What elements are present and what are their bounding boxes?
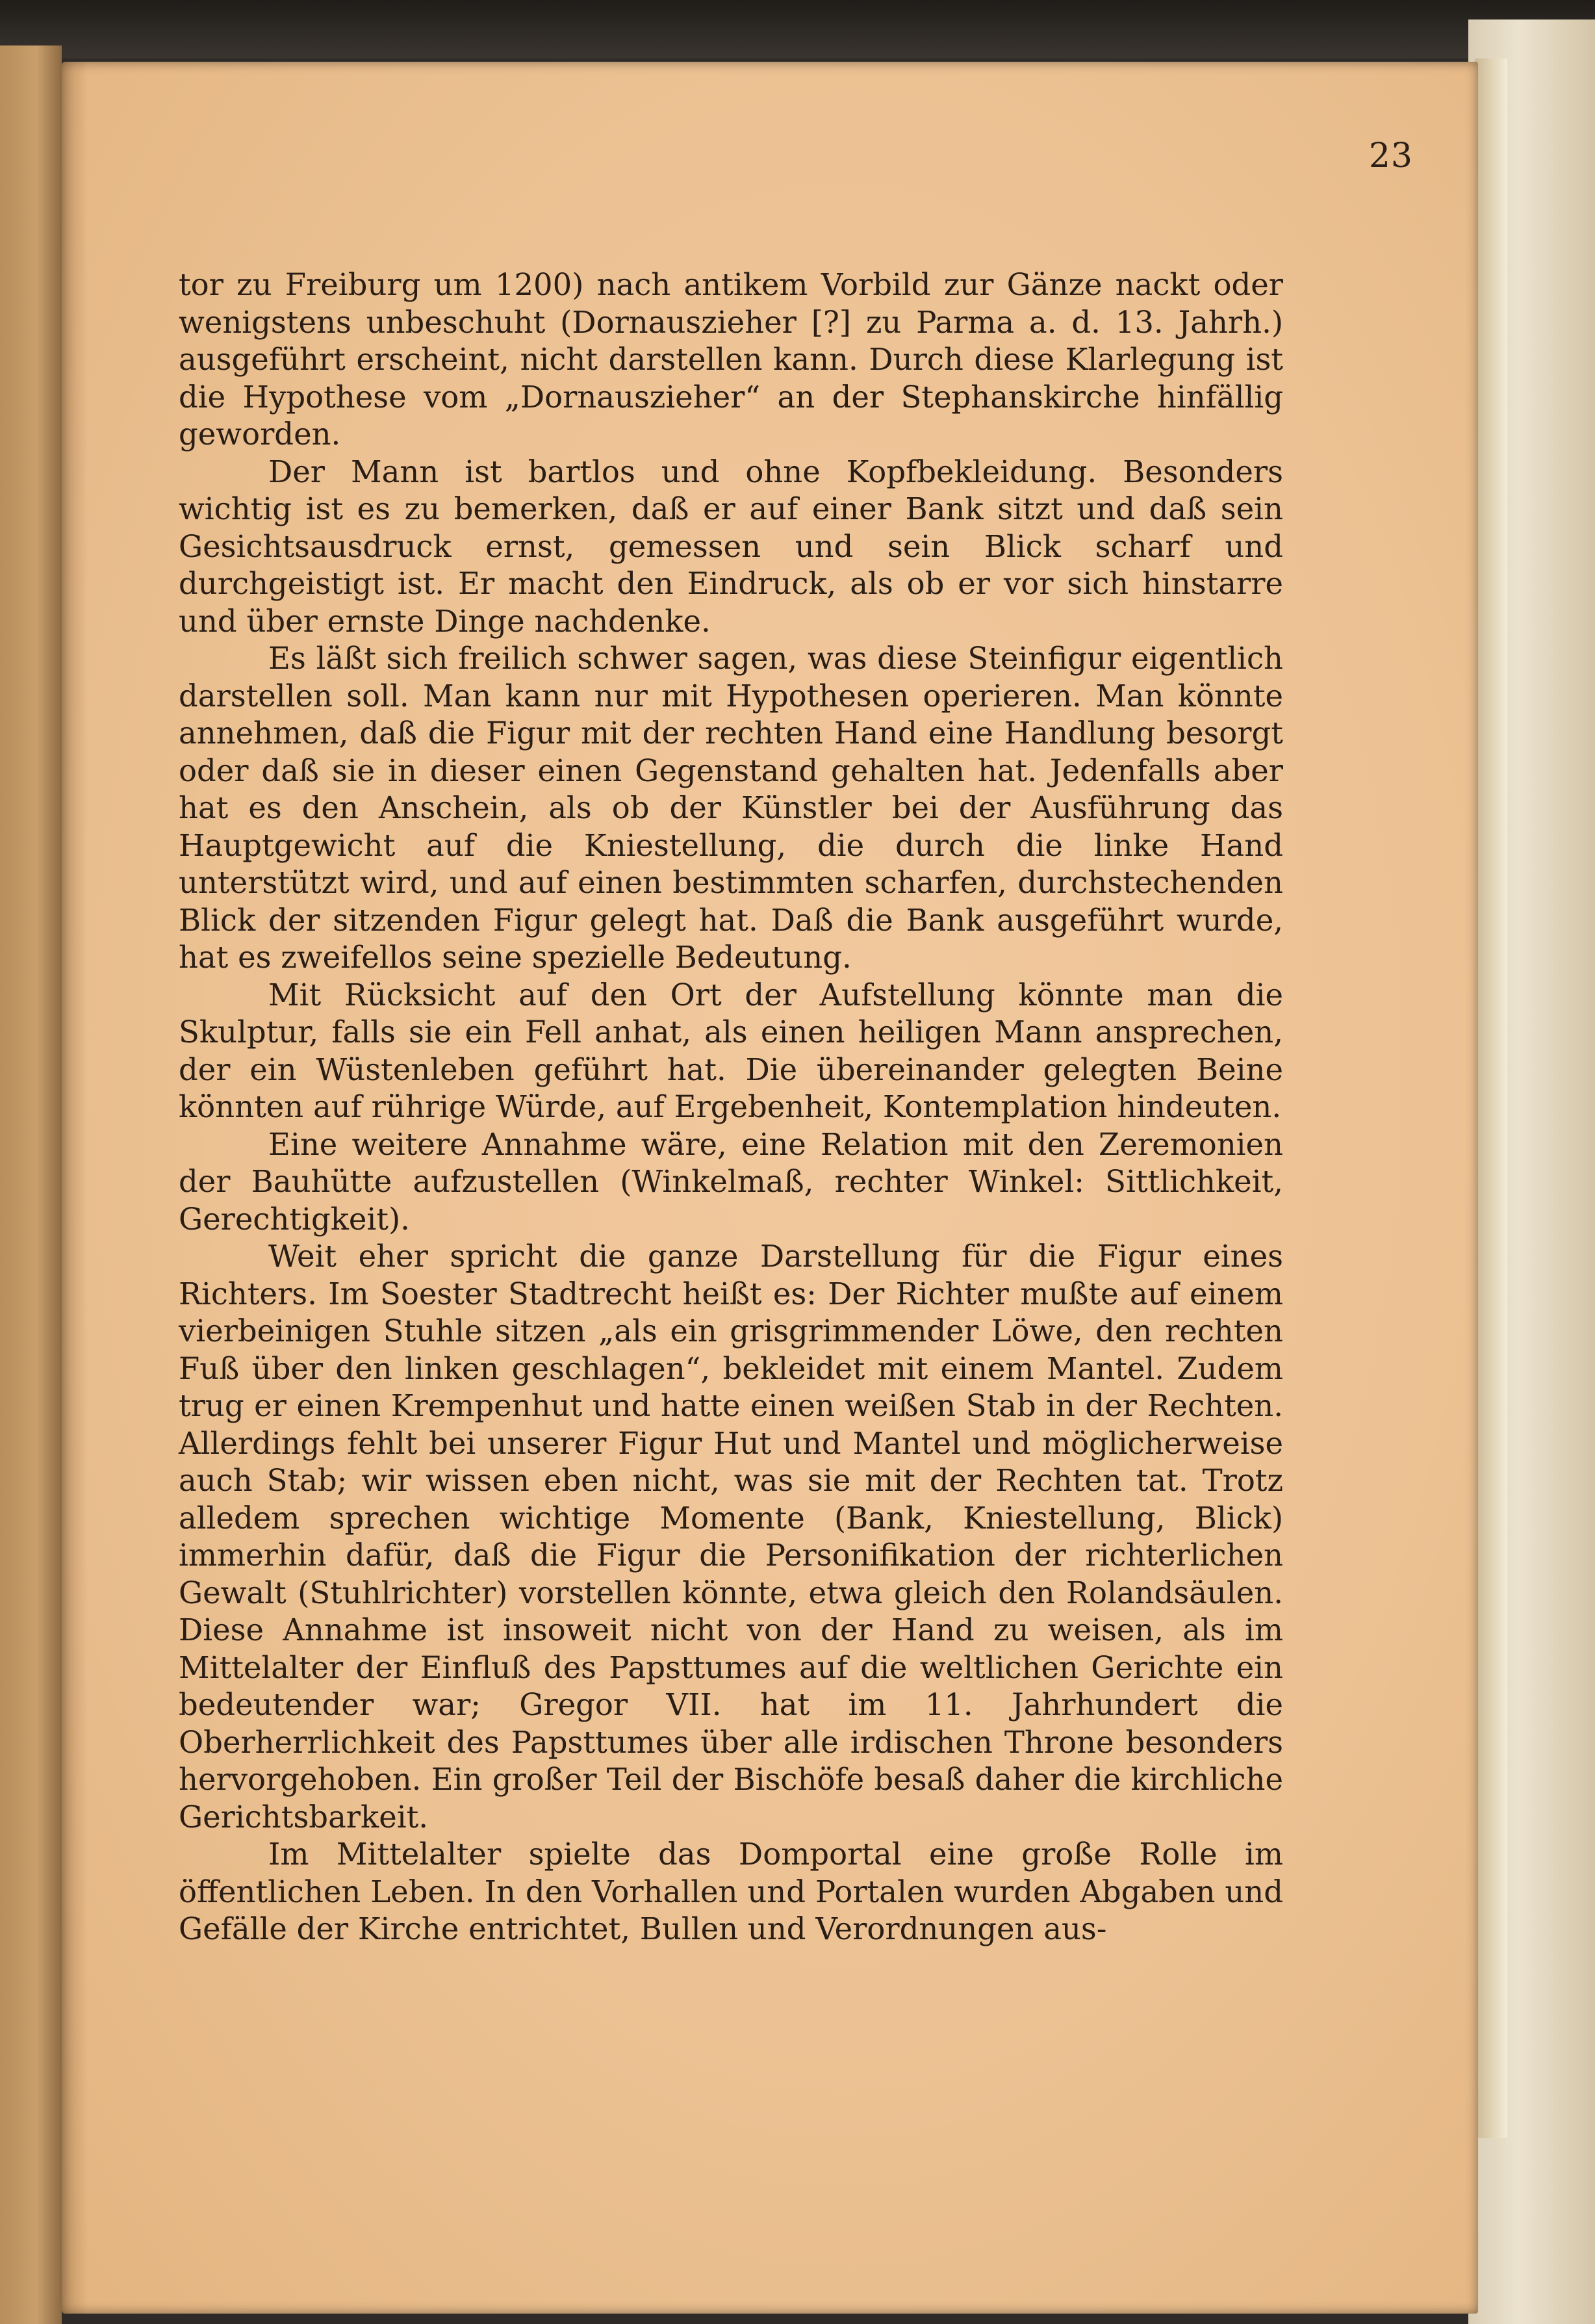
paragraph: tor zu Freiburg um 1200) nach antikem Vorbild zur Gänze nackt oder wenigstens unbeschuht (Dornauszieher [?] zu Parma a. d. 13. Jahrh.) ausgeführt erscheint, nicht darstellen kann. Durch diese Klarlegung ist die Hypothese vom „Dornauszieher“ an der Stephanskirche hinfällig geworden. (179, 267, 1283, 452)
book-cover-edge (0, 45, 62, 2324)
paragraph: Mit Rücksicht auf den Ort der Aufstellung könnte man die Skulptur, falls sie ein Fell anhat, als einen heiligen Mann ansprechen, der ein Wüstenleben geführt hat. Die übereinander gelegten Beine könnten auf rührige Würde, auf Ergebenheit, Kontemplation hindeuten. (179, 977, 1283, 1124)
paragraph: Eine weitere Annahme wäre, eine Relation mit den Zeremonien der Bauhütte aufzustellen (Winkelmaß, rechter Winkel: Sittlichkeit, Gerechtigkeit). (179, 1126, 1283, 1237)
paragraph: Es läßt sich freilich schwer sagen, was diese Steinfigur eigentlich darstellen soll. Man kann nur mit Hypothesen operieren. Man könnte annehmen, daß die Figur mit der rechten Hand eine Handlung besorgt oder daß sie in dieser einen Gegenstand gehalten hat. Jedenfalls aber hat es den Anschein, als ob der Künstler bei der Ausführung das Hauptgewicht auf die Kniestellung, die durch die linke Hand unterstützt wird, und auf einen bestimmten scharfen, durchstechenden Blick der sitzenden Figur gelegt hat. Daß die Bank ausgeführt wurde, hat es zweifellos seine spezielle Bedeutung. (179, 641, 1283, 975)
paragraph: Im Mittelalter spielte das Domportal eine große Rolle im öffentlichen Leben. In den Vorhallen und Portalen wurden Abgaben und Gefälle der Kirche entrichtet, Bullen und Verordnungen aus- (179, 1837, 1283, 1946)
page-stack-edge (1475, 58, 1507, 2138)
page-text (179, 266, 1283, 1948)
page-number: 23 (1368, 136, 1413, 175)
scanner-background (0, 0, 1595, 58)
paragraph: Weit eher spricht die ganze Darstellung für die Figur eines Richters. Im Soester Stadtrecht heißt es: Der Richter mußte auf einem vierbeinigen Stuhle sitzen „als ein grisgrimmender Löwe, den rechten Fuß über den linken geschlagen“, bekleidet mit einem Mantel. Zudem trug er einen Krempenhut und hatte einen weißen Stab in der Rechten. Allerdings fehlt bei unserer Figur Hut und Mantel und möglicherweise auch Stab; wir wissen eben nicht, was sie mit der Rechten tat. Trotz alledem sprechen wichtige Momente (Bank, Kniestellung, Blick) immerhin dafür, daß die Figur die Personifikation der richterlichen Gewalt (Stuhlrichter) vorstellen könnte, etwa gleich den Rolandsäulen. Diese Annahme ist insoweit nicht von der Hand zu weisen, als im Mittelalter der Einfluß des Papsttumes auf die weltlichen Gerichte ein bedeutender war; Gregor VII. hat im 11. Jahrhundert die Oberherrlichkeit des Papsttumes über alle irdischen Throne besonders hervorgehoben. Ein großer Teil der Bischöfe besaß daher die kirchliche Gerichtsbarkeit. (179, 1239, 1283, 1835)
gutter-shadow (62, 62, 88, 2314)
paragraph: Der Mann ist bartlos und ohne Kopfbekleidung. Besonders wichtig ist es zu bemerken, daß er auf einer Bank sitzt und daß sein Gesichtsausdruck ernst, gemessen und sein Blick scharf und durchgeistigt ist. Er macht den Eindruck, als ob er vor sich hinstarre und über ernste Dinge nachdenke. (179, 454, 1283, 639)
